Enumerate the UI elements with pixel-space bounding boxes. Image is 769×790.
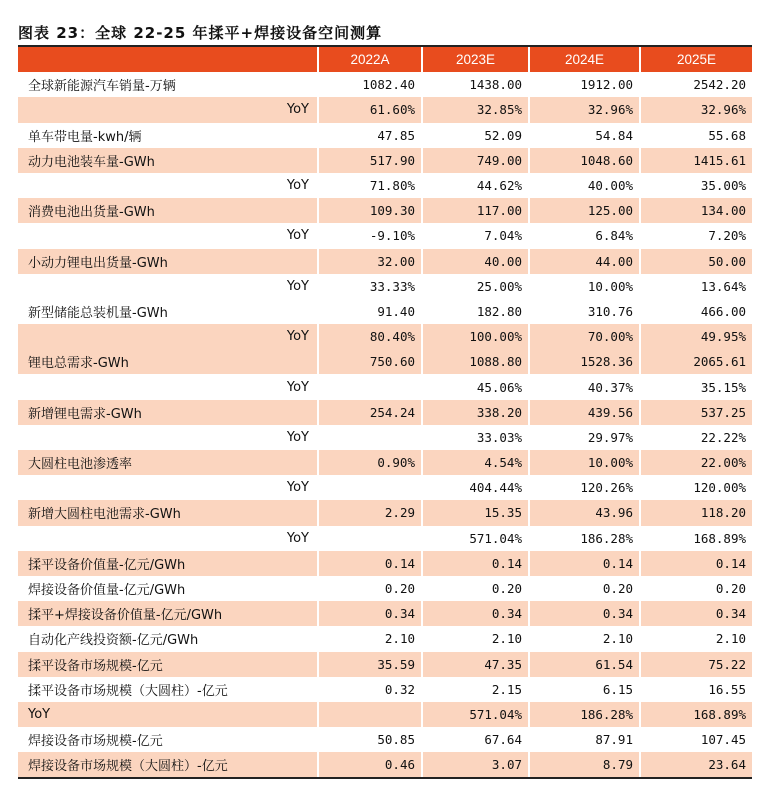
table-cell: 6.84% bbox=[529, 223, 640, 248]
table-row bbox=[18, 72, 752, 97]
table-cell: 33.03% bbox=[422, 425, 529, 450]
table-cell: -9.10% bbox=[318, 223, 422, 248]
row-label: YoY bbox=[286, 530, 309, 546]
table-cell: 52.09 bbox=[422, 123, 529, 148]
table-cell: 4.54% bbox=[422, 450, 529, 475]
chart-title: 图表 23：全球 22-25 年揉平+焊接设备空间测算 bbox=[18, 24, 383, 42]
table-cell: 44.62% bbox=[422, 173, 529, 198]
table-cell: 0.34 bbox=[318, 601, 422, 626]
table-cell: 2542.20 bbox=[640, 72, 752, 97]
column-header: 2023E bbox=[422, 47, 529, 72]
table-row bbox=[18, 324, 752, 349]
table-cell: 310.76 bbox=[529, 299, 640, 324]
table-cell: 70.00% bbox=[529, 324, 640, 349]
table-cell: 2.29 bbox=[318, 500, 422, 525]
table-cell: 13.64% bbox=[640, 274, 752, 299]
table-cell: 22.00% bbox=[640, 450, 752, 475]
table-cell: 29.97% bbox=[529, 425, 640, 450]
table-cell bbox=[318, 425, 422, 450]
table-cell: 10.00% bbox=[529, 274, 640, 299]
table-cell: 7.20% bbox=[640, 223, 752, 248]
table-row bbox=[18, 450, 752, 475]
table-cell: 0.20 bbox=[529, 576, 640, 601]
table-cell: 67.64 bbox=[422, 727, 529, 752]
table-cell: 22.22% bbox=[640, 425, 752, 450]
header-blank-cell bbox=[18, 47, 318, 72]
table-row bbox=[18, 400, 752, 425]
table-cell: 1528.36 bbox=[529, 349, 640, 374]
table-cell: 571.04% bbox=[422, 702, 529, 727]
table-cell: 71.80% bbox=[318, 173, 422, 198]
table-cell: 168.89% bbox=[640, 526, 752, 551]
table-cell bbox=[318, 475, 422, 500]
row-label: 新增大圆柱电池需求-GWh bbox=[18, 500, 318, 525]
table-cell: 0.14 bbox=[422, 551, 529, 576]
table-cell: 2.10 bbox=[318, 626, 422, 651]
table-cell: 404.44% bbox=[422, 475, 529, 500]
table-cell: 0.34 bbox=[529, 601, 640, 626]
row-label: 消费电池出货量-GWh bbox=[18, 198, 318, 223]
table-cell: 23.64 bbox=[640, 752, 752, 777]
table-cell: 168.89% bbox=[640, 702, 752, 727]
table-cell: 2.10 bbox=[529, 626, 640, 651]
table-cell: 47.85 bbox=[318, 123, 422, 148]
column-header: 2022A bbox=[318, 47, 422, 72]
table-cell: 107.45 bbox=[640, 727, 752, 752]
table-cell: 91.40 bbox=[318, 299, 422, 324]
table-row bbox=[18, 475, 752, 500]
table-cell: 61.54 bbox=[529, 652, 640, 677]
table-cell: 1082.40 bbox=[318, 72, 422, 97]
table-cell: 32.96% bbox=[640, 97, 752, 122]
row-label: YoY bbox=[18, 324, 318, 349]
row-label: 揉平设备市场规模（大圆柱）-亿元 bbox=[28, 683, 228, 699]
table-cell: 61.60% bbox=[318, 97, 422, 122]
table-cell: 43.96 bbox=[529, 500, 640, 525]
table-cell: 120.00% bbox=[640, 475, 752, 500]
table-cell: 2.15 bbox=[422, 677, 529, 702]
table-cell: 40.00 bbox=[422, 249, 529, 274]
table-cell: 0.90% bbox=[318, 450, 422, 475]
table-row bbox=[18, 148, 752, 173]
bottom-rule bbox=[18, 777, 752, 779]
table-cell: 50.85 bbox=[318, 727, 422, 752]
table-cell bbox=[318, 526, 422, 551]
row-label: 新型储能总装机量-GWh bbox=[28, 305, 168, 321]
table-cell: 100.00% bbox=[422, 324, 529, 349]
table-cell: 182.80 bbox=[422, 299, 529, 324]
table-row bbox=[18, 223, 752, 248]
table-body bbox=[18, 72, 752, 777]
table-cell: 0.32 bbox=[318, 677, 422, 702]
table-cell: 7.04% bbox=[422, 223, 529, 248]
table-cell: 16.55 bbox=[640, 677, 752, 702]
table-cell: 44.00 bbox=[529, 249, 640, 274]
table-cell: 0.14 bbox=[640, 551, 752, 576]
table-cell: 80.40% bbox=[318, 324, 422, 349]
table-cell: 537.25 bbox=[640, 400, 752, 425]
table-row bbox=[18, 97, 752, 122]
table-cell: 1912.00 bbox=[529, 72, 640, 97]
table-cell: 75.22 bbox=[640, 652, 752, 677]
row-label: YoY bbox=[286, 480, 309, 496]
table-cell: 10.00% bbox=[529, 450, 640, 475]
table-row bbox=[18, 551, 752, 576]
table-cell: 120.26% bbox=[529, 475, 640, 500]
table-cell: 134.00 bbox=[640, 198, 752, 223]
table-row bbox=[18, 349, 752, 374]
table-cell: 109.30 bbox=[318, 198, 422, 223]
table-row bbox=[18, 173, 752, 198]
table-row bbox=[18, 374, 752, 399]
table-cell: 118.20 bbox=[640, 500, 752, 525]
row-label: YoY bbox=[286, 379, 309, 395]
row-label: 全球新能源汽车销量-万辆 bbox=[28, 79, 176, 95]
table-cell: 0.20 bbox=[422, 576, 529, 601]
table-row bbox=[18, 677, 752, 702]
row-label: 揉平设备价值量-亿元/GWh bbox=[18, 551, 318, 576]
row-label: 锂电总需求-GWh bbox=[18, 349, 318, 374]
table-cell: 1438.00 bbox=[422, 72, 529, 97]
table-row bbox=[18, 500, 752, 525]
table-row bbox=[18, 702, 752, 727]
row-label: 焊接设备价值量-亿元/GWh bbox=[28, 583, 186, 599]
table-cell: 186.28% bbox=[529, 526, 640, 551]
table-cell: 125.00 bbox=[529, 198, 640, 223]
table-row bbox=[18, 198, 752, 223]
table-cell: 35.59 bbox=[318, 652, 422, 677]
table-cell: 571.04% bbox=[422, 526, 529, 551]
table-cell: 0.20 bbox=[318, 576, 422, 601]
table-row bbox=[18, 249, 752, 274]
table-cell: 54.84 bbox=[529, 123, 640, 148]
row-label: 动力电池装车量-GWh bbox=[18, 148, 318, 173]
table-cell: 25.00% bbox=[422, 274, 529, 299]
table-row bbox=[18, 652, 752, 677]
row-label: YoY bbox=[286, 278, 309, 294]
table-cell: 32.00 bbox=[318, 249, 422, 274]
table-row bbox=[18, 752, 752, 777]
table-cell: 254.24 bbox=[318, 400, 422, 425]
table-cell: 186.28% bbox=[529, 702, 640, 727]
table-cell: 32.96% bbox=[529, 97, 640, 122]
table-cell: 749.00 bbox=[422, 148, 529, 173]
table-cell: 35.15% bbox=[640, 374, 752, 399]
row-label: 新增锂电需求-GWh bbox=[18, 400, 318, 425]
table-row bbox=[18, 299, 752, 324]
row-label: 自动化产线投资额-亿元/GWh bbox=[28, 633, 199, 649]
table-cell: 2065.61 bbox=[640, 349, 752, 374]
row-label: YoY bbox=[286, 228, 309, 244]
table-row bbox=[18, 123, 752, 148]
table-cell: 1048.60 bbox=[529, 148, 640, 173]
table-cell: 49.95% bbox=[640, 324, 752, 349]
table-cell: 8.79 bbox=[529, 752, 640, 777]
table-cell: 0.34 bbox=[640, 601, 752, 626]
table-cell: 45.06% bbox=[422, 374, 529, 399]
row-label: 大圆柱电池渗透率 bbox=[18, 450, 318, 475]
table-cell: 1088.80 bbox=[422, 349, 529, 374]
table-row bbox=[18, 626, 752, 651]
table-cell: 55.68 bbox=[640, 123, 752, 148]
column-header: 2025E bbox=[640, 47, 752, 72]
row-label: YoY bbox=[286, 429, 309, 445]
table-cell bbox=[318, 702, 422, 727]
row-label: YoY bbox=[18, 97, 318, 122]
table-cell: 2.10 bbox=[422, 626, 529, 651]
row-label: 焊接设备市场规模（大圆柱）-亿元 bbox=[18, 752, 318, 777]
header-row bbox=[18, 47, 752, 72]
table-cell: 87.91 bbox=[529, 727, 640, 752]
table-cell: 517.90 bbox=[318, 148, 422, 173]
table-cell: 3.07 bbox=[422, 752, 529, 777]
row-label: 焊接设备市场规模-亿元 bbox=[28, 734, 163, 750]
table-cell: 117.00 bbox=[422, 198, 529, 223]
table-cell: 0.14 bbox=[318, 551, 422, 576]
table-row bbox=[18, 274, 752, 299]
table-cell: 2.10 bbox=[640, 626, 752, 651]
table-cell: 15.35 bbox=[422, 500, 529, 525]
table-row bbox=[18, 727, 752, 752]
table-cell: 0.34 bbox=[422, 601, 529, 626]
table-row bbox=[18, 601, 752, 626]
table-cell: 33.33% bbox=[318, 274, 422, 299]
table-cell: 32.85% bbox=[422, 97, 529, 122]
table-cell: 0.20 bbox=[640, 576, 752, 601]
data-table bbox=[18, 47, 752, 777]
table-cell: 50.00 bbox=[640, 249, 752, 274]
table-cell: 750.60 bbox=[318, 349, 422, 374]
row-label: 揉平设备市场规模-亿元 bbox=[18, 652, 318, 677]
table-cell: 47.35 bbox=[422, 652, 529, 677]
row-label: YoY bbox=[18, 702, 318, 727]
table-row bbox=[18, 526, 752, 551]
table-cell: 1415.61 bbox=[640, 148, 752, 173]
table-cell: 466.00 bbox=[640, 299, 752, 324]
row-label: 小动力锂电出货量-GWh bbox=[18, 249, 318, 274]
table-cell: 338.20 bbox=[422, 400, 529, 425]
table-cell bbox=[318, 374, 422, 399]
table-cell: 439.56 bbox=[529, 400, 640, 425]
table-cell: 6.15 bbox=[529, 677, 640, 702]
row-label: 揉平+焊接设备价值量-亿元/GWh bbox=[18, 601, 318, 626]
row-label: YoY bbox=[286, 178, 309, 194]
column-header: 2024E bbox=[529, 47, 640, 72]
row-label: 单车带电量-kwh/辆 bbox=[28, 129, 142, 145]
table-cell: 40.37% bbox=[529, 374, 640, 399]
table-cell: 35.00% bbox=[640, 173, 752, 198]
table-row bbox=[18, 425, 752, 450]
table-row bbox=[18, 576, 752, 601]
table-cell: 40.00% bbox=[529, 173, 640, 198]
table-cell: 0.14 bbox=[529, 551, 640, 576]
table-cell: 0.46 bbox=[318, 752, 422, 777]
